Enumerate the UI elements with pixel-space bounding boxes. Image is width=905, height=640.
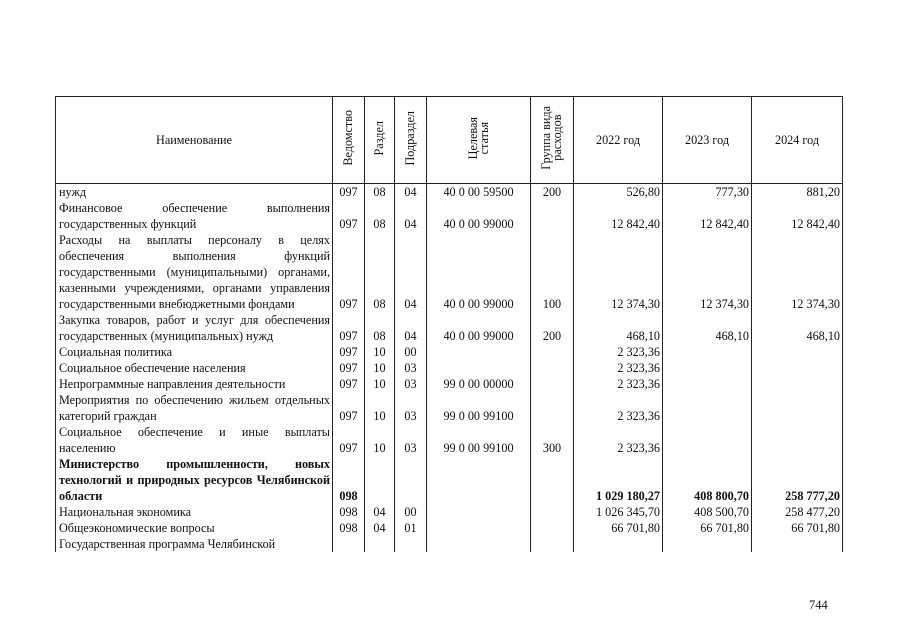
budget-table <box>55 96 843 552</box>
cell-name: Социальное обеспечение и иные выплаты населению <box>56 424 333 456</box>
cell-ved: 097 <box>333 312 365 344</box>
cell-razdel: 04 <box>365 504 395 520</box>
cell-celevaya <box>427 456 531 504</box>
cell-ved: 097 <box>333 232 365 312</box>
cell-razdel: 10 <box>365 360 395 376</box>
table-row <box>56 360 843 376</box>
cell-celevaya <box>427 360 531 376</box>
cell-razdel: 08 <box>365 312 395 344</box>
header-razdel <box>365 97 395 184</box>
cell-gruppa: 200 <box>531 312 574 344</box>
header-ved <box>333 97 365 184</box>
cell-podrazdel: 03 <box>395 424 427 456</box>
cell-2022: 2 323,36 <box>574 344 663 360</box>
cell-razdel: 08 <box>365 184 395 201</box>
cell-podrazdel: 01 <box>395 520 427 536</box>
cell-2023 <box>663 344 752 360</box>
cell-2024: 258 777,20 <box>752 456 843 504</box>
cell-gruppa: 100 <box>531 232 574 312</box>
cell-gruppa <box>531 200 574 232</box>
cell-ved: 097 <box>333 376 365 392</box>
cell-2023: 777,30 <box>663 184 752 201</box>
cell-2024 <box>752 424 843 456</box>
cell-2023: 408 800,70 <box>663 456 752 504</box>
cell-razdel: 08 <box>365 232 395 312</box>
cell-ved: 098 <box>333 456 365 504</box>
cell-celevaya: 40 0 00 99000 <box>427 232 531 312</box>
cell-2023 <box>663 536 752 552</box>
cell-podrazdel: 00 <box>395 344 427 360</box>
header-razdel-label: Раздел <box>372 120 386 156</box>
cell-razdel: 10 <box>365 424 395 456</box>
header-gruppa-label: Группа вида расходов <box>539 106 564 170</box>
cell-gruppa <box>531 392 574 424</box>
table-row <box>56 312 843 344</box>
cell-name: Непрограммные направления деятельности <box>56 376 333 392</box>
table-header-row <box>56 97 843 184</box>
cell-name: Социальное обеспечение населения <box>56 360 333 376</box>
cell-celevaya <box>427 520 531 536</box>
cell-name: Общеэкономические вопросы <box>56 520 333 536</box>
cell-ved: 097 <box>333 392 365 424</box>
cell-celevaya: 40 0 00 99000 <box>427 200 531 232</box>
page-number: 744 <box>809 598 828 612</box>
cell-2024: 258 477,20 <box>752 504 843 520</box>
cell-2023 <box>663 392 752 424</box>
cell-2022: 66 701,80 <box>574 520 663 536</box>
table-row <box>56 536 843 552</box>
cell-podrazdel: 00 <box>395 504 427 520</box>
table-row <box>56 392 843 424</box>
header-2023-label: 2023 год <box>684 133 730 147</box>
cell-2022: 1 026 345,70 <box>574 504 663 520</box>
cell-name: Мероприятия по обеспечению жильем отдельных категорий граждан <box>56 392 333 424</box>
cell-ved <box>333 536 365 552</box>
header-podrazdel <box>395 97 427 184</box>
header-2023 <box>663 97 752 184</box>
cell-ved: 097 <box>333 184 365 201</box>
budget-table-page <box>55 96 842 552</box>
header-2024-label: 2024 год <box>774 133 820 147</box>
table-row <box>56 504 843 520</box>
header-gruppa <box>531 97 574 184</box>
table-row <box>56 200 843 232</box>
table-row <box>56 424 843 456</box>
cell-2022: 526,80 <box>574 184 663 201</box>
cell-podrazdel <box>395 456 427 504</box>
cell-podrazdel: 04 <box>395 312 427 344</box>
cell-2023 <box>663 376 752 392</box>
table-row <box>56 520 843 536</box>
cell-2024 <box>752 536 843 552</box>
cell-ved: 097 <box>333 424 365 456</box>
header-name <box>56 97 333 184</box>
cell-name: Расходы на выплаты персоналу в целях обеспечения выполнения функций государственными (муниципальными) органами, казенными учреждениями, органами управления государственными внебюджетными фондами <box>56 232 333 312</box>
cell-2023: 12 374,30 <box>663 232 752 312</box>
cell-2022: 12 374,30 <box>574 232 663 312</box>
cell-2023 <box>663 424 752 456</box>
cell-podrazdel: 03 <box>395 376 427 392</box>
header-2022-label: 2022 год <box>595 133 641 147</box>
cell-ved: 097 <box>333 344 365 360</box>
cell-celevaya <box>427 536 531 552</box>
cell-podrazdel: 04 <box>395 232 427 312</box>
cell-2022: 2 323,36 <box>574 424 663 456</box>
cell-razdel: 10 <box>365 344 395 360</box>
cell-celevaya: 99 0 00 99100 <box>427 392 531 424</box>
header-podrazdel-label: Подраздел <box>403 110 417 166</box>
cell-name: Финансовое обеспечение выполнения государственных функций <box>56 200 333 232</box>
cell-name: Социальная политика <box>56 344 333 360</box>
cell-2024 <box>752 344 843 360</box>
table-row <box>56 456 843 504</box>
header-ved-label: Ведомство <box>341 110 355 166</box>
header-2022 <box>574 97 663 184</box>
cell-gruppa <box>531 376 574 392</box>
cell-2022 <box>574 536 663 552</box>
cell-celevaya: 40 0 00 59500 <box>427 184 531 201</box>
cell-razdel <box>365 456 395 504</box>
cell-gruppa: 200 <box>531 184 574 201</box>
cell-2023: 12 842,40 <box>663 200 752 232</box>
cell-celevaya <box>427 504 531 520</box>
cell-name: Министерство промышленности, новых технологий и природных ресурсов Челябинской области <box>56 456 333 504</box>
header-name-label: Наименование <box>156 133 232 147</box>
cell-name: Государственная программа Челябинской <box>56 536 333 552</box>
cell-razdel: 10 <box>365 376 395 392</box>
cell-razdel: 04 <box>365 520 395 536</box>
cell-razdel <box>365 536 395 552</box>
cell-celevaya: 40 0 00 99000 <box>427 312 531 344</box>
cell-2022: 2 323,36 <box>574 360 663 376</box>
header-celevaya <box>427 97 531 184</box>
cell-2024: 12 374,30 <box>752 232 843 312</box>
table-row <box>56 184 843 201</box>
cell-2023: 468,10 <box>663 312 752 344</box>
cell-gruppa <box>531 536 574 552</box>
cell-name: Национальная экономика <box>56 504 333 520</box>
cell-razdel: 10 <box>365 392 395 424</box>
cell-2022: 2 323,36 <box>574 392 663 424</box>
cell-2024: 66 701,80 <box>752 520 843 536</box>
table-row <box>56 376 843 392</box>
cell-gruppa <box>531 344 574 360</box>
cell-podrazdel: 03 <box>395 392 427 424</box>
cell-podrazdel: 04 <box>395 184 427 201</box>
cell-podrazdel <box>395 536 427 552</box>
cell-ved: 098 <box>333 520 365 536</box>
cell-2023 <box>663 360 752 376</box>
header-celevaya-label: Целевая статья <box>465 116 491 160</box>
cell-gruppa <box>531 360 574 376</box>
cell-ved: 097 <box>333 200 365 232</box>
table-body <box>56 184 843 553</box>
cell-gruppa <box>531 520 574 536</box>
cell-2024 <box>752 376 843 392</box>
cell-2024: 468,10 <box>752 312 843 344</box>
cell-2022: 12 842,40 <box>574 200 663 232</box>
header-2024 <box>752 97 843 184</box>
cell-ved: 097 <box>333 360 365 376</box>
cell-2023: 408 500,70 <box>663 504 752 520</box>
cell-2023: 66 701,80 <box>663 520 752 536</box>
cell-2024: 881,20 <box>752 184 843 201</box>
cell-2024: 12 842,40 <box>752 200 843 232</box>
cell-razdel: 08 <box>365 200 395 232</box>
cell-name: Закупка товаров, работ и услуг для обеспечения государственных (муниципальных) нужд <box>56 312 333 344</box>
cell-podrazdel: 03 <box>395 360 427 376</box>
cell-2022: 1 029 180,27 <box>574 456 663 504</box>
cell-2022: 468,10 <box>574 312 663 344</box>
table-row <box>56 232 843 312</box>
cell-gruppa <box>531 504 574 520</box>
cell-celevaya: 99 0 00 99100 <box>427 424 531 456</box>
cell-celevaya: 99 0 00 00000 <box>427 376 531 392</box>
cell-gruppa <box>531 456 574 504</box>
cell-2022: 2 323,36 <box>574 376 663 392</box>
cell-2024 <box>752 392 843 424</box>
cell-name: нужд <box>56 184 333 201</box>
cell-gruppa: 300 <box>531 424 574 456</box>
cell-ved: 098 <box>333 504 365 520</box>
table-row <box>56 344 843 360</box>
cell-celevaya <box>427 344 531 360</box>
cell-2024 <box>752 360 843 376</box>
cell-podrazdel: 04 <box>395 200 427 232</box>
